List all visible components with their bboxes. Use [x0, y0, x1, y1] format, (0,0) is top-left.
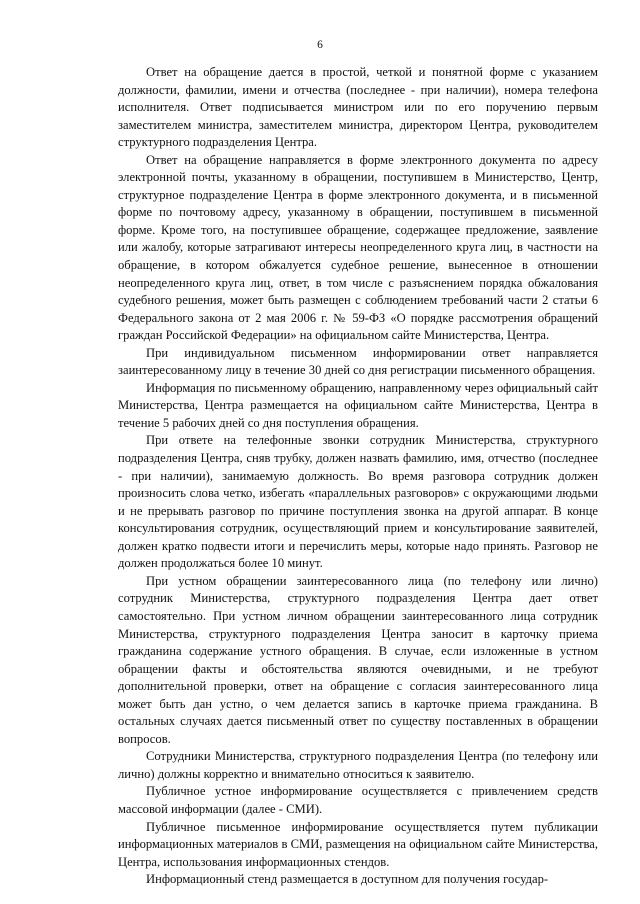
paragraph: Сотрудники Министерства, структурного подразделения Центра (по телефону или лично) должны корректно и внимательно относиться к заявителю. [118, 749, 598, 781]
paragraph: При индивидуальном письменном информировании ответ направляется заинтересованному лицу в течение 30 дней со дня регистрации письменного обращения. [118, 345, 598, 378]
paragraph: Публичное письменное информирование осуществляется путем публикации информационных материалов в СМИ, размещения на официальном сайте Министерства, Центра, использования информационных стендов. [118, 819, 598, 869]
paragraph: Публичное устное информирование осуществляется с привлечением средств массовой информации (далее - СМИ). [118, 784, 598, 816]
paragraph: Ответ на обращение направляется в форме электронного документа по адресу электронной почты, указанному в обращении, поступившем в Министерство, Центр, структурное подразделение Центра в форме электронного документа, и в письменной форме по почтовому адресу, указанному в обращении, поступившем в письменной форме. Кроме того, на поступившее обращение, содержащее предложение, заявление или жалобу, которые затрагивают интересы неопределенного круга лиц, в частности на обращение, в котором обжалуется судебное решение, вынесенное в отношении неопределенного круга лиц, ответ, в том числе с разъяснением порядка обжалования судебного решения, может быть размещен с соблюдением требований части 2 статьи 6 Федерального закона от 2 мая 2006 г. № 59-ФЗ «О порядке рассмотрения обращений граждан Российской Федерации» на официальном сайте Министерства, Центра. [118, 152, 598, 343]
paragraph: Информационный стенд размещается в доступном для получения государ- [146, 872, 549, 887]
document-body [118, 64, 598, 889]
paragraph: Информация по письменному обращению, направленному через официальный сайт Министерства, Центра размещается на официальном сайте Министерства, Центра в течение 5 рабочих дней со дня поступления обращения. [118, 380, 598, 430]
paragraph: Ответ на обращение дается в простой, четкой и понятной форме с указанием должности, фамилии, имени и отчества (последнее - при наличии), номера телефона исполнителя. Ответ подписывается министром или по его поручению первым заместителем министра, заместителем министра, директором Центра, руководителем структурного подразделения Центра. [118, 65, 598, 150]
paragraph: При устном обращении заинтересованного лица (по телефону или лично) сотрудник Министерства, структурного подразделения Центра дает ответ самостоятельно. При устном личном обращении заинтересованного лица сотрудник Министерства, структурного подразделения Центра заносит в карточку приема гражданина содержание устного обращения. В случае, если изложенные в устном обращении факты и обстоятельства являются очевидными, и не требуют дополнительной проверки, ответ на обращение с согласия заинтересованного лица может быть дан устно, о чем делается запись в карточке приема гражданина. В остальных случаях дается письменный ответ по существу поставленных в обращении вопросов. [118, 573, 598, 746]
paragraph: При ответе на телефонные звонки сотрудник Министерства, структурного подразделения Центра, сняв трубку, должен назвать фамилию, имя, отчество (последнее - при наличии), занимаемую должность. Во время разговора сотрудник должен произносить слова четко, избегать «параллельных разговоров» с окружающими людьми и не прерывать разговор по причине поступления звонка на другой аппарат. В конце консультирования сотрудник, осуществляющий прием и консультирование заявителей, должен кратко подвести итоги и перечислить меры, которые надо принять. Разговор не должен продолжаться более 10 минут. [118, 433, 598, 571]
page-number: 6 [317, 39, 323, 51]
